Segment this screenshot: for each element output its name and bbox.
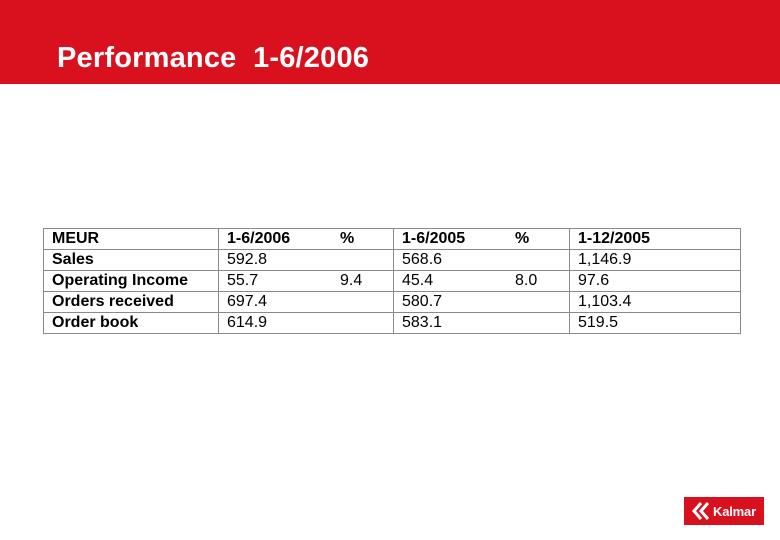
table-cell: 592.8: [219, 250, 333, 271]
table-cell: 1,146.9: [570, 250, 741, 271]
table-cell: 568.6: [394, 250, 508, 271]
column-header-percent-2005: %: [507, 229, 570, 250]
title-band: [0, 0, 780, 84]
table-cell: [507, 292, 570, 313]
table-cell: 519.5: [578, 314, 619, 331]
kalmar-logo-icon: [692, 501, 710, 521]
table-cell: 583.1: [402, 314, 443, 331]
table-row: [44, 250, 741, 271]
table-cell: 697.4: [219, 292, 333, 313]
column-header-meur: MEUR: [44, 229, 219, 250]
row-label: Order book: [44, 313, 219, 334]
column-header-h1-2005: 1-6/2005: [394, 229, 508, 250]
slide-title: Performance 1-6/2006: [57, 42, 370, 74]
column-header-percent-2006: %: [332, 229, 394, 250]
table-cell: [332, 313, 394, 334]
table-row: [44, 313, 741, 334]
column-header-fy-2005: 1-12/2005: [570, 229, 741, 250]
table-cell: [507, 250, 570, 271]
kalmar-logo: [684, 497, 764, 525]
table-cell: [332, 292, 394, 313]
table-cell: [332, 250, 394, 271]
table-cell: 614.9: [227, 314, 268, 331]
table-cell: [507, 313, 570, 334]
performance-table: [43, 228, 741, 334]
table-header-row: [44, 229, 741, 250]
table-cell: 8.0: [507, 271, 570, 292]
row-label: Operating Income: [44, 271, 219, 292]
table-cell: 45.4: [394, 271, 508, 292]
table-row: [44, 271, 741, 292]
row-label: Sales: [44, 250, 219, 271]
table-cell: 1,103.4: [570, 292, 741, 313]
table-cell: 580.7: [394, 292, 508, 313]
performance-table-container: [43, 228, 741, 334]
column-header-h1-2006: 1-6/2006: [219, 229, 333, 250]
table-cell: 55.7: [219, 271, 333, 292]
row-label: Orders received: [44, 292, 219, 313]
logo-text: Kalmar: [713, 503, 756, 519]
table-cell: 97.6: [570, 271, 741, 292]
table-row: [44, 292, 741, 313]
table-cell: 9.4: [332, 271, 394, 292]
